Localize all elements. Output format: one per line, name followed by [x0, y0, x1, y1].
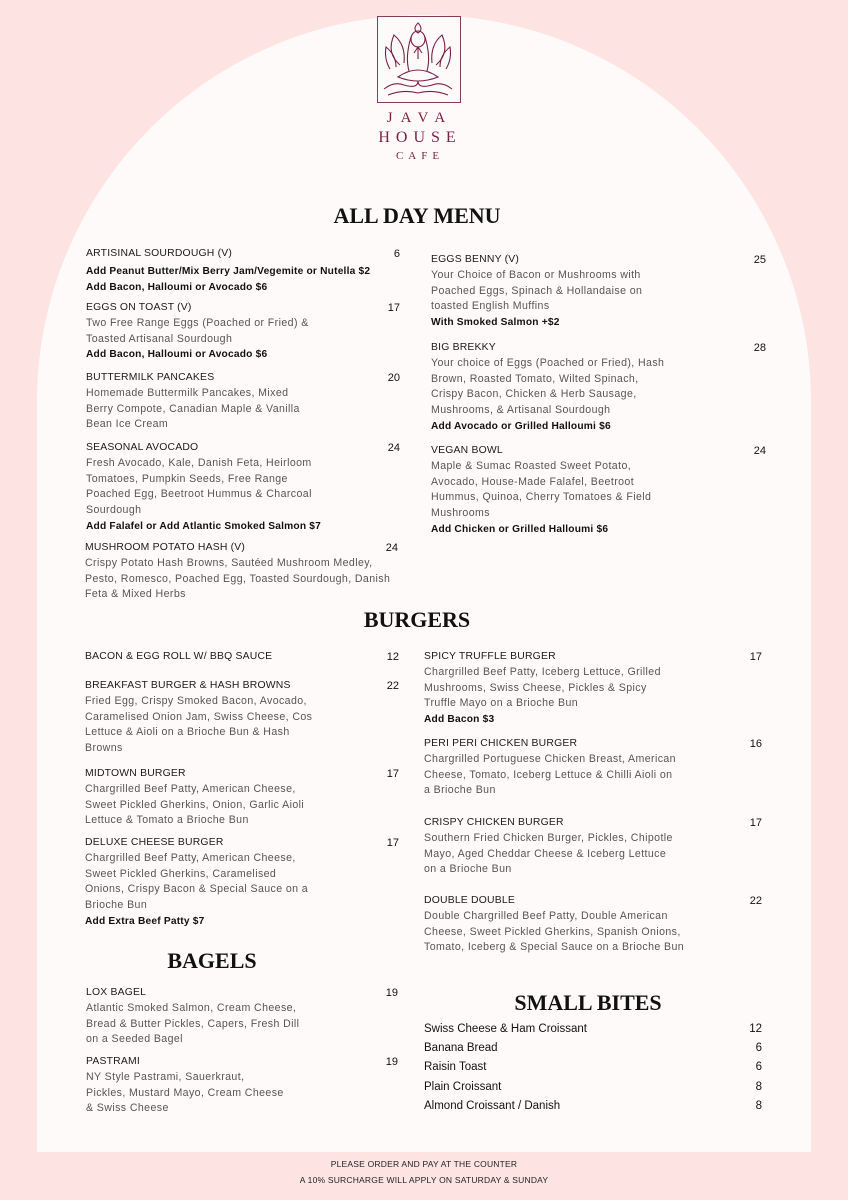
- item-name: VEGAN BOWL: [431, 445, 503, 456]
- menu-item: [431, 340, 766, 435]
- brand-line-2: HOUSE: [378, 129, 462, 146]
- small-bite-row: [424, 1059, 762, 1075]
- item-addon-line: Add Bacon $3: [424, 714, 495, 726]
- small-bite-row: [424, 1040, 762, 1056]
- item-description-line: Tomatoes, Pumpkin Seeds, Free Range: [86, 472, 288, 485]
- item-addon-line: With Smoked Salmon +$2: [431, 317, 560, 329]
- item-name: PERI PERI CHICKEN BURGER: [424, 738, 578, 749]
- item-description-line: Bread & Butter Pickles, Capers, Fresh Dill: [86, 1017, 300, 1030]
- menu-item: [431, 443, 766, 538]
- item-description-line: Chargrilled Beef Patty, American Cheese,: [85, 852, 296, 864]
- item-addon-line: Add Falafel or Add Atlantic Smoked Salmon $7: [86, 520, 322, 532]
- item-description-line: NY Style Pastrami, Sauerkraut,: [86, 1071, 245, 1083]
- item-price: 28: [753, 342, 766, 354]
- item-description-line: Double Chargrilled Beef Patty, Double American: [424, 910, 668, 922]
- item-description-line: Mushrooms, Swiss Cheese, Pickles & Spicy: [424, 681, 647, 694]
- item-name: BUTTERMILK PANCAKES: [86, 372, 215, 383]
- item-name: EGGS BENNY (V): [431, 254, 520, 265]
- item-description-line: Mushrooms, & Artisanal Sourdough: [431, 404, 611, 417]
- item-description-line: Your choice of Eggs (Poached or Fried), Hash: [431, 357, 665, 369]
- menu-item: [86, 440, 400, 535]
- item-name: ARTISINAL SOURDOUGH (V): [86, 248, 233, 259]
- item-name: DELUXE CHEESE BURGER: [85, 837, 224, 848]
- menu-item: [86, 246, 400, 295]
- item-description-line: Truffle Mayo on a Brioche Bun: [424, 697, 579, 710]
- item-description-line: Southern Fried Chicken Burger, Pickles, Chipotle: [424, 832, 673, 844]
- item-description-line: on a Seeded Bagel: [86, 1033, 183, 1046]
- small-bite-name: Swiss Cheese & Ham Croissant: [424, 1023, 587, 1035]
- item-description-line: Cheese, Tomato, Iceberg Lettuce & Chilli Aioli on: [424, 768, 673, 781]
- item-addon-line: Add Avocado or Grilled Halloumi $6: [431, 420, 611, 432]
- item-description-line: Fried Egg, Crispy Smoked Bacon, Avocado,: [85, 695, 307, 707]
- menu-item: [424, 893, 762, 956]
- item-name: LOX BAGEL: [86, 987, 147, 998]
- item-price: 20: [387, 372, 400, 384]
- item-description-line: Atlantic Smoked Salmon, Cream Cheese,: [86, 1002, 297, 1014]
- item-price: 25: [753, 254, 766, 266]
- item-description-line: Tomato, Iceberg & Special Sauce on a Brioche Bun: [424, 941, 685, 954]
- item-description-line: Poached Egg, Beetroot Hummus & Charcoal: [86, 488, 312, 501]
- item-name: SEASONAL AVOCADO: [86, 442, 199, 453]
- footer-surcharge-note: A 10% SURCHARGE WILL APPLY ON SATURDAY & SUNDAY: [299, 1175, 549, 1185]
- item-description-line: Sweet Pickled Gherkins, Caramelised: [85, 867, 277, 880]
- small-bite-row: [424, 1079, 762, 1095]
- item-name: BACON & EGG ROLL W/ BBQ SAUCE: [85, 651, 273, 662]
- item-description-line: Crispy Bacon, Chicken & Herb Sausage,: [431, 388, 637, 401]
- item-description-line: Homemade Buttermilk Pancakes, Mixed: [86, 387, 289, 399]
- item-price: 22: [749, 895, 762, 907]
- item-description-line: Browns: [85, 742, 123, 755]
- item-description-line: Sweet Pickled Gherkins, Onion, Garlic Aioli: [85, 798, 305, 811]
- item-description-line: Crispy Potato Hash Browns, Sautéed Mushroom Medley,: [85, 557, 373, 569]
- item-description-line: Toasted Artisanal Sourdough: [86, 332, 233, 345]
- item-description-line: Cheese, Sweet Pickled Gherkins, Spanish Onions,: [424, 925, 681, 938]
- item-addon-line: Add Extra Beef Patty $7: [85, 915, 205, 927]
- item-addon-line: Add Bacon, Halloumi or Avocado $6: [86, 281, 268, 293]
- item-description-line: Onions, Crispy Bacon & Special Sauce on a: [85, 883, 309, 896]
- menu-item: [85, 766, 399, 829]
- item-addon-line: Add Peanut Butter/Mix Berry Jam/Vegemite or Nutella $2: [86, 266, 371, 277]
- item-description-line: & Swiss Cheese: [86, 1102, 169, 1115]
- item-price: 17: [749, 651, 762, 663]
- menu-item: [86, 1054, 398, 1117]
- menu-item: [424, 815, 762, 878]
- item-price: 24: [387, 442, 400, 454]
- item-description-line: Lettuce & Aioli on a Brioche Bun & Hash: [85, 726, 290, 739]
- item-addon-line: Add Chicken or Grilled Halloumi $6: [431, 523, 609, 535]
- item-description-line: Feta & Mixed Herbs: [85, 588, 186, 601]
- footer-order-note: PLEASE ORDER AND PAY AT THE COUNTER: [330, 1159, 518, 1169]
- item-name: DOUBLE DOUBLE: [424, 895, 515, 906]
- item-price: 24: [385, 542, 398, 554]
- item-name: MUSHROOM POTATO HASH (V): [85, 542, 246, 553]
- item-description-line: Brioche Bun: [85, 899, 148, 912]
- small-bite-price: 12: [749, 1023, 762, 1035]
- item-price: 12: [386, 651, 399, 663]
- item-price: 19: [385, 987, 398, 999]
- item-description-line: Sourdough: [86, 504, 142, 517]
- small-bite-price: 8: [755, 1080, 762, 1093]
- item-description-line: Maple & Sumac Roasted Sweet Potato,: [431, 460, 632, 472]
- cafe-logo: [377, 16, 461, 103]
- item-description-line: Mayo, Aged Cheddar Cheese & Iceberg Lettuce: [424, 847, 667, 860]
- item-description-line: Lettuce & Tomato a Brioche Bun: [85, 814, 249, 827]
- menu-item: [85, 835, 399, 930]
- item-price: 24: [753, 445, 766, 457]
- item-price: 19: [385, 1056, 398, 1068]
- item-price: 17: [386, 768, 399, 780]
- heading-small-bites: SMALL BITES: [514, 990, 662, 1015]
- item-description-line: Two Free Range Eggs (Poached or Fried) &: [86, 317, 309, 329]
- item-description-line: Hummus, Quinoa, Cherry Tomatoes & Field: [431, 491, 652, 504]
- small-bite-row: [424, 1021, 762, 1037]
- small-bite-name: Plain Croissant: [424, 1080, 502, 1093]
- item-name: SPICY TRUFFLE BURGER: [424, 651, 556, 662]
- item-description-line: Chargrilled Beef Patty, Iceberg Lettuce, Grilled: [424, 666, 661, 678]
- small-bite-name: Banana Bread: [424, 1042, 498, 1055]
- item-description-line: Avocado, House-Made Falafel, Beetroot: [431, 475, 635, 488]
- item-name: MIDTOWN BURGER: [85, 768, 186, 779]
- item-description-line: toasted English Muffins: [431, 300, 550, 313]
- small-bite-price: 8: [755, 1099, 762, 1112]
- menu-item: [424, 736, 762, 799]
- menu-item: [85, 678, 399, 757]
- brand-line-1: JAVA: [386, 110, 454, 126]
- item-description-line: Pickles, Mustard Mayo, Cream Cheese: [86, 1086, 284, 1099]
- menu-item: [86, 300, 400, 363]
- item-description-line: Mushrooms: [431, 507, 490, 520]
- item-description-line: Berry Compote, Canadian Maple & Vanilla: [86, 402, 300, 415]
- menu-item: [85, 649, 399, 665]
- menu-item: [86, 370, 400, 433]
- item-description-line: Bean Ice Cream: [86, 418, 169, 431]
- item-description-line: on a Brioche Bun: [424, 863, 512, 876]
- item-description-line: a Brioche Bun: [424, 784, 496, 797]
- item-description-line: Pesto, Romesco, Poached Egg, Toasted Sourdough, Danish: [85, 572, 391, 585]
- item-name: PASTRAMI: [86, 1056, 140, 1067]
- menu-item: [86, 985, 398, 1048]
- menu-item: [424, 649, 762, 728]
- item-name: EGGS ON TOAST (V): [86, 302, 192, 313]
- small-bite-name: Raisin Toast: [424, 1061, 487, 1074]
- item-price: 6: [393, 248, 400, 260]
- item-addon-line: Add Bacon, Halloumi or Avocado $6: [86, 349, 268, 361]
- menu-item: [431, 252, 766, 331]
- small-bite-price: 6: [755, 1061, 762, 1074]
- item-name: BIG BREKKY: [431, 342, 496, 353]
- item-description-line: Your Choice of Bacon or Mushrooms with: [431, 269, 641, 281]
- item-description-line: Brown, Roasted Tomato, Wilted Spinach,: [431, 372, 639, 385]
- item-description-line: Chargrilled Beef Patty, American Cheese,: [85, 783, 296, 795]
- item-price: 17: [749, 817, 762, 829]
- item-name: CRISPY CHICKEN BURGER: [424, 817, 564, 828]
- meditating-figure-icon: [378, 17, 459, 101]
- item-price: 22: [386, 680, 399, 692]
- item-description-line: Fresh Avocado, Kale, Danish Feta, Heirloom: [86, 457, 312, 469]
- heading-all-day-menu: ALL DAY MENU: [333, 203, 501, 228]
- small-bite-row: [424, 1098, 762, 1114]
- item-price: 17: [386, 837, 399, 849]
- heading-burgers: BURGERS: [363, 607, 471, 632]
- item-description-line: Caramelised Onion Jam, Swiss Cheese, Cos: [85, 710, 313, 723]
- small-bite-price: 6: [755, 1042, 762, 1055]
- item-description-line: Poached Eggs, Spinach & Hollandaise on: [431, 284, 643, 297]
- heading-bagels: BAGELS: [167, 948, 257, 973]
- menu-item: [85, 540, 398, 603]
- item-price: 16: [749, 738, 762, 750]
- item-description-line: Chargrilled Portuguese Chicken Breast, American: [424, 753, 676, 765]
- item-name: BREAKFAST BURGER & HASH BROWNS: [85, 680, 291, 691]
- small-bite-name: Almond Croissant / Danish: [424, 1099, 561, 1112]
- item-price: 17: [387, 302, 400, 314]
- brand-line-3: CAFE: [395, 150, 445, 162]
